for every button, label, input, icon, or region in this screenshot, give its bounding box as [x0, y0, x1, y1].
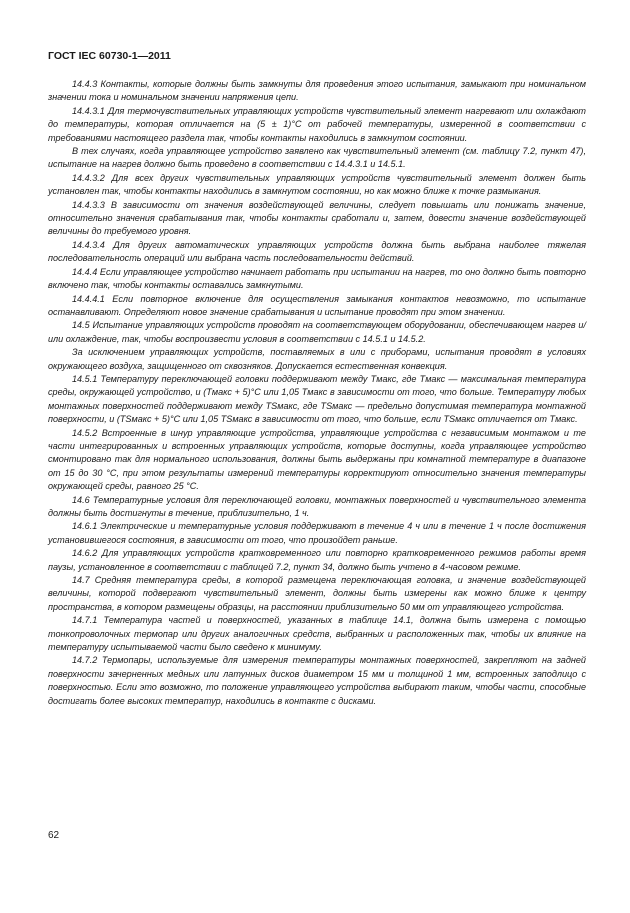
paragraph: 14.5.1 Температуру переключающей головки поддерживают между Tмакс, где Tмакс — максимальная температура среды, окружающей устройство, и (Tмакс + 5)°С или 1,05 Tмакс в зависимости от того, что больше. Температуру любых монтажных поверхностей поддерживают между TSмакс, где TSмакс — предельно допустимая температура монтажной поверхности, и (TSмакс + 5)°С или 1,05 TSмакс в зависимости от того, что больше, если TSмакс отличается от Tмакс. — [48, 373, 586, 425]
document-body — [48, 78, 586, 708]
paragraph: 14.6.2 Для управляющих устройств кратковременного или повторно кратковременного режимов работы время паузы, установленное в соответствии с таблицей 7.2, пункт 34, должно быть учтено в 4-часовом режиме. — [48, 548, 586, 572]
paragraph: 14.5 Испытание управляющих устройств проводят на соответствующем оборудовании, обеспечивающем нагрев и/или охлаждение, так, чтобы воспроизвести условия в соответствии с 14.5.1 и 14.5.2. — [48, 320, 586, 344]
paragraph: 14.6 Температурные условия для переключающей головки, монтажных поверхностей и чувствительного элемента должны быть достигнуты в течение, приблизительно, 1 ч. — [48, 494, 586, 518]
paragraph: 14.7.1 Температура частей и поверхностей, указанных в таблице 14.1, должна быть измерена с помощью тонкопроволочных термопар или других аналогичных средств, выбранных и расположенных так, чтобы их влияние на температуру испытываемой части было сведено к минимуму. — [48, 615, 586, 653]
paragraph: 14.4.3.4 Для других автоматических управляющих устройств должна быть выбрана наиболее тяжелая последовательность операций или выбрана часть последовательности действий. — [48, 239, 586, 264]
paragraph: 14.4.3.2 Для всех других чувствительных управляющих устройств чувствительный элемент должен быть установлен так, чтобы контакты находились в замкнутом состоянии, но как можно ближе к точке размыкания. — [48, 172, 586, 197]
paragraph: 14.4.4.1 Если повторное включение для осуществления замыкания контактов невозможно, то испытание останавливают. Определяют новое значение срабатывания и испытание проводят при этом значении. — [48, 293, 586, 317]
paragraph: 14.4.3.3 В зависимости от значения воздействующей величины, следует повышать или понижать значение, относительно значения срабатывания так, чтобы контакты сработали и, затем, довести значение воздействующей величины до требуемого уровня. — [48, 199, 586, 237]
paragraph: 14.4.3 Контакты, которые должны быть замкнуты для проведения этого испытания, замыкают при номинальном значении тока и номинальном значении напряжения цепи. — [48, 79, 586, 103]
page-number: 62 — [48, 830, 60, 841]
paragraph: 14.6.1 Электрические и температурные условия поддерживают в течение 4 ч или в течение 1 ч после достижения установившегося состояния, в зависимости от того, что произойдет раньше. — [48, 521, 586, 545]
paragraph: 14.4.4 Если управляющее устройство начинает работать при испытании на нагрев, то оно должно быть повторно включено так, чтобы контакты оставались замкнутыми. — [48, 266, 586, 291]
paragraph: 14.5.2 Встроенные в шнур управляющие устройства, управляющие устройства с независимым монтажом и те части интегрированных и встроенных управляющих устройств, которые доступны, когда управляющее устройство смонтировано так для нормального использования, должны быть выдержаны при комнатной температуре в диапазоне от 15 до 30 °С, при этом результаты измерений температуры корректируют относительно значения температуры окружающей среды, равного 25 °С. — [48, 427, 586, 492]
page-header: ГОСТ IEC 60730-1—2011 — [48, 50, 171, 62]
paragraph: 14.4.3.1 Для термочувствительных управляющих устройств чувствительный элемент нагревают или охлаждают до температуры, которая отличается на (5 ± 1)°С от рабочей температуры, измеренной в соответствии с требованиями настоящего раздела так, чтобы контакты находились в замкнутом состоянии. — [48, 105, 586, 143]
paragraph: 14.7.2 Термопары, используемые для измерения температуры монтажных поверхностей, закрепляют на задней поверхности зачерненных медных или латунных дисков диаметром 15 мм и толщиной 1 мм, встроенных заподлицо с поверхностью. Если это возможно, то положение управляющего устройства выбирают таким, чтобы части, способные достигать более высоких температур, находились в контакте с дисками. — [48, 655, 586, 706]
paragraph: За исключением управляющих устройств, поставляемых в или с приборами, испытания проводят в условиях окружающего воздуха, защищенного от сквозняков. Допускается естественная конвекция. — [48, 347, 586, 371]
paragraph: 14.7 Средняя температура среды, в которой размещена переключающая головка, и значение воздействующей величины, которой подвергают чувствительный элемент, должны быть измерены как можно ближе к центру пространства, в котором размещены образцы, на расстоянии приблизительно 50 мм от управляющего устройства. — [48, 575, 586, 612]
paragraph: В тех случаях, когда управляющее устройство заявлено как чувствительный элемент (см. таблицу 7.2, пункт 47), испытание на нагрев должно быть проведено в соответствии с 14.4.3.1 и 14.5.1. — [48, 146, 586, 170]
